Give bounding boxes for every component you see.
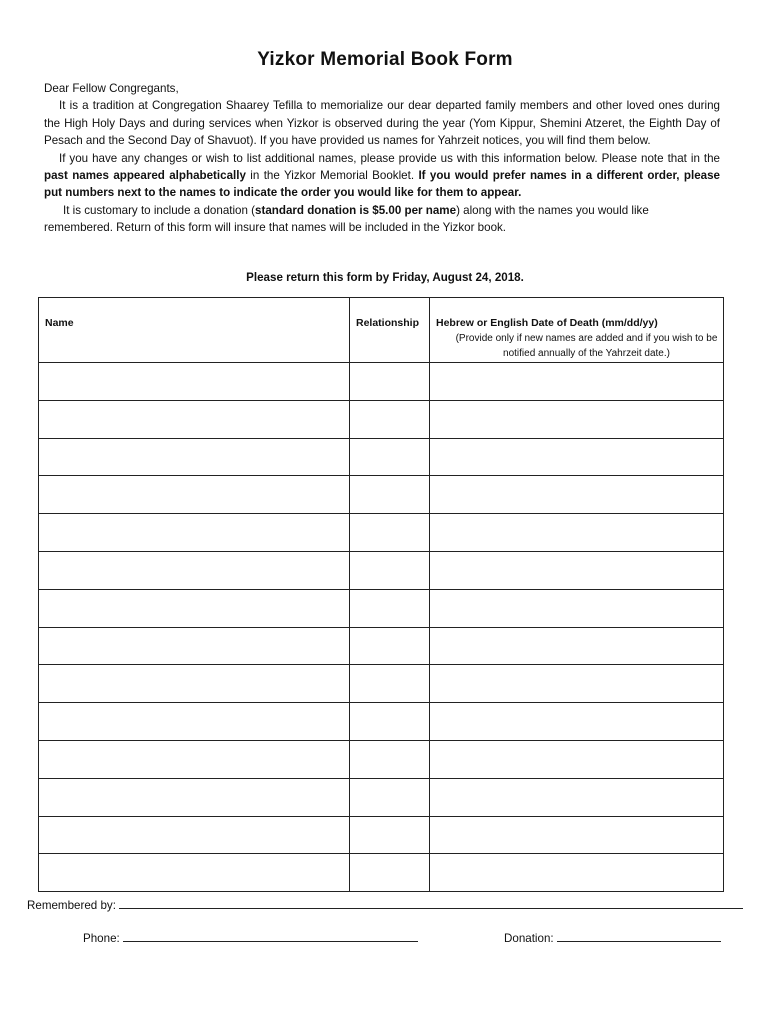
date-cell[interactable] bbox=[430, 438, 724, 476]
intro-letter bbox=[44, 80, 720, 237]
name-cell[interactable] bbox=[39, 816, 350, 854]
name-cell[interactable] bbox=[39, 703, 350, 741]
remembered-by-line[interactable] bbox=[119, 896, 743, 909]
date-cell[interactable] bbox=[430, 514, 724, 552]
date-cell[interactable] bbox=[430, 740, 724, 778]
paragraph-3-text-b: ) along with the names you would like remembered. Return of this form will insure that names will be included in the Yizkor book. bbox=[44, 203, 649, 235]
donation-line[interactable] bbox=[557, 929, 721, 942]
date-cell[interactable] bbox=[430, 665, 724, 703]
paragraph-2-bold-b: If you would prefer names in a different order, please put numbers next to the names to indicate the order you would like for them to appear. bbox=[44, 169, 720, 200]
phone-field bbox=[83, 929, 418, 945]
table-row bbox=[39, 438, 724, 476]
remembered-by-field bbox=[27, 896, 743, 912]
name-cell[interactable] bbox=[39, 400, 350, 438]
relationship-cell[interactable] bbox=[350, 363, 430, 401]
table-row bbox=[39, 665, 724, 703]
name-cell[interactable] bbox=[39, 589, 350, 627]
header-relationship bbox=[350, 298, 430, 363]
name-cell[interactable] bbox=[39, 740, 350, 778]
table-row bbox=[39, 400, 724, 438]
table-row bbox=[39, 514, 724, 552]
paragraph-2-text-a: If you have any changes or wish to list additional names, please provide us with this information below. Please note that in the bbox=[59, 151, 720, 165]
name-cell[interactable] bbox=[39, 665, 350, 703]
return-deadline: Please return this form by Friday, August 24, 2018. bbox=[246, 271, 524, 284]
names-table bbox=[38, 297, 724, 892]
table-row bbox=[39, 778, 724, 816]
relationship-cell[interactable] bbox=[350, 627, 430, 665]
date-cell[interactable] bbox=[430, 476, 724, 514]
donation-field bbox=[504, 929, 721, 945]
table-header-row bbox=[39, 298, 724, 363]
name-cell[interactable] bbox=[39, 778, 350, 816]
paragraph-3-text-a: It is customary to include a donation ( bbox=[63, 203, 256, 217]
relationship-cell[interactable] bbox=[350, 551, 430, 589]
date-cell[interactable] bbox=[430, 551, 724, 589]
relationship-cell[interactable] bbox=[350, 778, 430, 816]
header-relationship-label: Relationship bbox=[356, 317, 420, 329]
name-cell[interactable] bbox=[39, 438, 350, 476]
date-cell[interactable] bbox=[430, 589, 724, 627]
date-cell[interactable] bbox=[430, 816, 724, 854]
date-cell[interactable] bbox=[430, 703, 724, 741]
paragraph-3-bold: standard donation is $5.00 per name bbox=[255, 203, 457, 217]
header-date-label: Hebrew or English Date of Death (mm/dd/yy) bbox=[436, 317, 658, 329]
paragraph-2-text-b: in the Yizkor Memorial Booklet. bbox=[245, 169, 419, 183]
table-row bbox=[39, 854, 724, 892]
relationship-cell[interactable] bbox=[350, 703, 430, 741]
relationship-cell[interactable] bbox=[350, 665, 430, 703]
header-date-note: (Provide only if new names are added and if you wish to be notified annually of the Yahrzeit date.) bbox=[455, 333, 718, 359]
table-row bbox=[39, 703, 724, 741]
relationship-cell[interactable] bbox=[350, 740, 430, 778]
relationship-cell[interactable] bbox=[350, 816, 430, 854]
table-row bbox=[39, 551, 724, 589]
table-row bbox=[39, 627, 724, 665]
name-cell[interactable] bbox=[39, 551, 350, 589]
name-cell[interactable] bbox=[39, 476, 350, 514]
relationship-cell[interactable] bbox=[350, 476, 430, 514]
header-name-label: Name bbox=[45, 317, 74, 329]
table-row bbox=[39, 589, 724, 627]
date-cell[interactable] bbox=[430, 363, 724, 401]
table-row bbox=[39, 476, 724, 514]
remembered-by-label: Remembered by: bbox=[27, 899, 116, 912]
relationship-cell[interactable] bbox=[350, 854, 430, 892]
table-row bbox=[39, 816, 724, 854]
date-cell[interactable] bbox=[430, 778, 724, 816]
relationship-cell[interactable] bbox=[350, 438, 430, 476]
intro-paragraph-2 bbox=[44, 150, 720, 202]
table-row bbox=[39, 363, 724, 401]
relationship-cell[interactable] bbox=[350, 400, 430, 438]
form-title: Yizkor Memorial Book Form bbox=[257, 49, 513, 70]
salutation: Dear Fellow Congregants, bbox=[44, 82, 179, 95]
relationship-cell[interactable] bbox=[350, 589, 430, 627]
name-cell[interactable] bbox=[39, 514, 350, 552]
name-cell[interactable] bbox=[39, 363, 350, 401]
name-cell[interactable] bbox=[39, 627, 350, 665]
header-name bbox=[39, 298, 350, 363]
intro-paragraph-3 bbox=[44, 202, 720, 237]
header-date-of-death bbox=[430, 298, 724, 363]
phone-line[interactable] bbox=[123, 929, 418, 942]
table-row bbox=[39, 740, 724, 778]
donation-label: Donation: bbox=[504, 932, 554, 945]
date-cell[interactable] bbox=[430, 854, 724, 892]
intro-paragraph-1: It is a tradition at Congregation Shaarey Tefilla to memorialize our dear departed family members and other loved ones during the High Holy Days and during services when Yizkor is observed during the year (Yom Kippur, Shemini Atzeret, the Eighth Day of Pesach and the Second Day of Shavuot). If you have provided us names for Yahrzeit notices, you will find them below. bbox=[44, 99, 720, 148]
name-cell[interactable] bbox=[39, 854, 350, 892]
phone-label: Phone: bbox=[83, 932, 120, 945]
date-cell[interactable] bbox=[430, 627, 724, 665]
relationship-cell[interactable] bbox=[350, 514, 430, 552]
paragraph-2-bold-a: past names appeared alphabetically bbox=[44, 169, 246, 183]
date-cell[interactable] bbox=[430, 400, 724, 438]
